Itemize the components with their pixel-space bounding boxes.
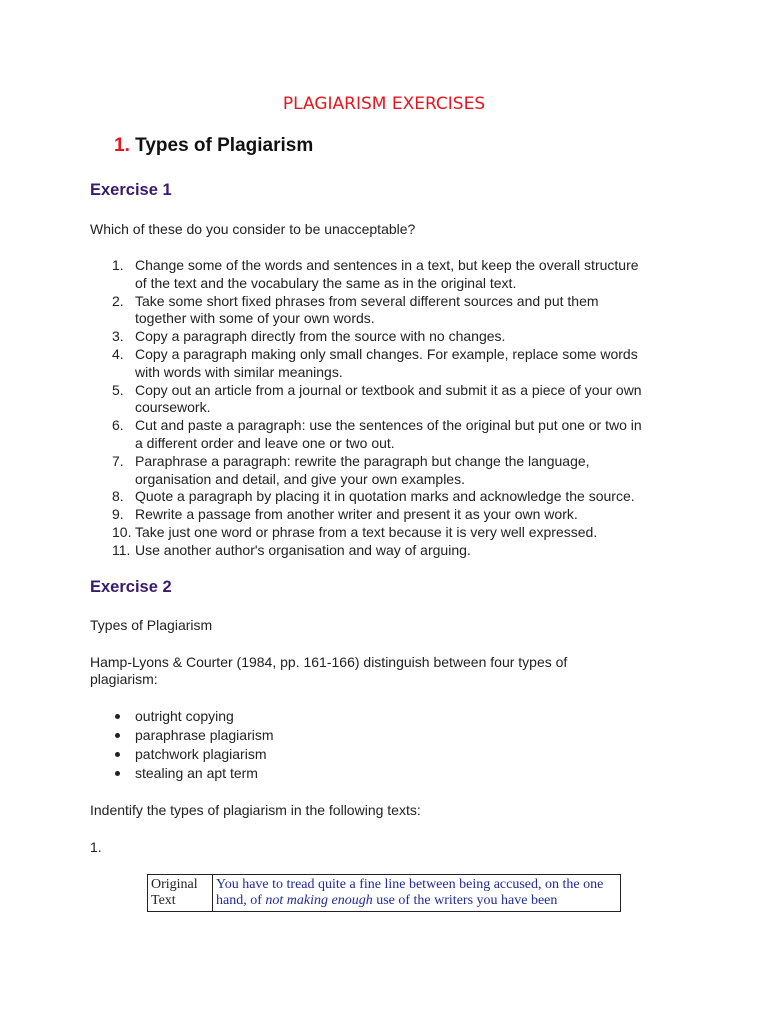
list-item xyxy=(90,524,690,542)
bullet-text: patchwork plagiarism xyxy=(135,746,267,762)
item-text-continued: with words with similar meanings. xyxy=(135,363,343,380)
item-text: Change some of the words and sentences in a text, but keep the overall structure xyxy=(135,257,639,273)
exercise-2-intro xyxy=(90,654,567,688)
section-title: Types of Plagiarism xyxy=(135,135,314,156)
item-text-continued: of the text and the vocabulary the same as in the original text. xyxy=(135,274,517,291)
item-number: 3. xyxy=(112,328,124,345)
bullet-text: paraphrase plagiarism xyxy=(135,727,274,743)
exercise-2-subtitle: Types of Plagiarism xyxy=(90,617,213,633)
bullet-icon xyxy=(115,733,120,738)
exercise-1-heading: Exercise 1 xyxy=(90,181,172,199)
label-line: Text xyxy=(151,893,176,908)
text-number: 1. xyxy=(90,839,102,855)
original-text-table xyxy=(147,874,621,912)
document-title: PLAGIARISM EXERCISES xyxy=(282,94,486,114)
table-row xyxy=(148,875,621,912)
list-item xyxy=(90,726,274,745)
list-item xyxy=(90,382,690,418)
list-item xyxy=(90,506,690,524)
item-number: 1. xyxy=(112,257,124,273)
list-item xyxy=(90,453,690,489)
item-text: Quote a paragraph by placing it in quotation marks and acknowledge the source. xyxy=(135,488,635,505)
label-line: Original xyxy=(151,877,198,892)
item-text: Cut and paste a paragraph: use the sentences of the original but put one or two in xyxy=(135,417,642,434)
list-item xyxy=(90,293,690,329)
item-text: Take some short fixed phrases from several different sources and put them xyxy=(135,292,599,309)
item-number: 5. xyxy=(112,381,124,398)
item-number: 11. xyxy=(112,541,131,558)
item-number: 7. xyxy=(112,452,124,469)
exercise-1-question: Which of these do you consider to be unacceptable? xyxy=(90,221,416,237)
bullet-icon xyxy=(115,752,120,757)
item-text: Take just one word or phrase from a text because it is very well expressed. xyxy=(135,523,598,540)
item-number: 9. xyxy=(112,506,124,523)
item-text: Copy a paragraph directly from the source with no changes. xyxy=(135,328,506,345)
list-item xyxy=(90,764,274,783)
list-item xyxy=(90,417,690,453)
intro-line: plagiarism: xyxy=(90,671,158,687)
original-text: use of the writers you have been xyxy=(372,893,558,908)
exercise-1-list xyxy=(90,257,690,560)
list-item xyxy=(90,542,690,560)
item-text: Rewrite a passage from another writer and present it as your own work. xyxy=(135,506,578,523)
list-item xyxy=(90,488,690,506)
list-item xyxy=(90,257,690,293)
exercise-2-heading: Exercise 2 xyxy=(90,578,172,596)
section-number: 1. xyxy=(114,135,130,156)
item-number: 4. xyxy=(112,345,124,362)
bullet-text: stealing an apt term xyxy=(135,765,258,781)
list-item xyxy=(90,745,274,764)
item-text: Paraphrase a paragraph: rewrite the paragraph but change the language, xyxy=(135,452,590,469)
item-text-continued: organisation and detail, and give your own examples. xyxy=(135,470,465,487)
item-number: 10. xyxy=(112,523,132,540)
bullet-text: outright copying xyxy=(135,708,234,724)
item-text: Use another author's organisation and way of arguing. xyxy=(135,541,471,558)
item-number: 2. xyxy=(112,292,124,309)
list-item xyxy=(90,346,690,382)
section-heading xyxy=(114,135,313,157)
item-number: 8. xyxy=(112,488,124,505)
plagiarism-types-list xyxy=(90,707,274,783)
bullet-icon xyxy=(115,714,120,719)
original-text: You have to tread quite a fine line between being accused, on the one hand, of xyxy=(216,877,604,908)
item-text-continued: coursework. xyxy=(135,399,211,416)
table-label-cell xyxy=(148,875,213,912)
table-text-cell xyxy=(213,875,621,912)
list-item xyxy=(90,328,690,346)
intro-line: Hamp-Lyons & Courter (1984, pp. 161-166) distinguish between four types of xyxy=(90,654,568,670)
item-text: Copy out an article from a journal or textbook and submit it as a piece of your own xyxy=(135,381,642,398)
list-item xyxy=(90,707,274,726)
item-text: Copy a paragraph making only small changes. For example, replace some words xyxy=(135,345,638,362)
original-text-italic: not making enough xyxy=(265,893,373,908)
item-number: 6. xyxy=(112,417,124,434)
item-text-continued: a different order and leave one or two out. xyxy=(135,434,395,451)
item-text-continued: together with some of your own words. xyxy=(135,310,375,327)
exercise-2-instruction: Indentify the types of plagiarism in the following texts: xyxy=(90,802,421,818)
bullet-icon xyxy=(115,771,120,776)
